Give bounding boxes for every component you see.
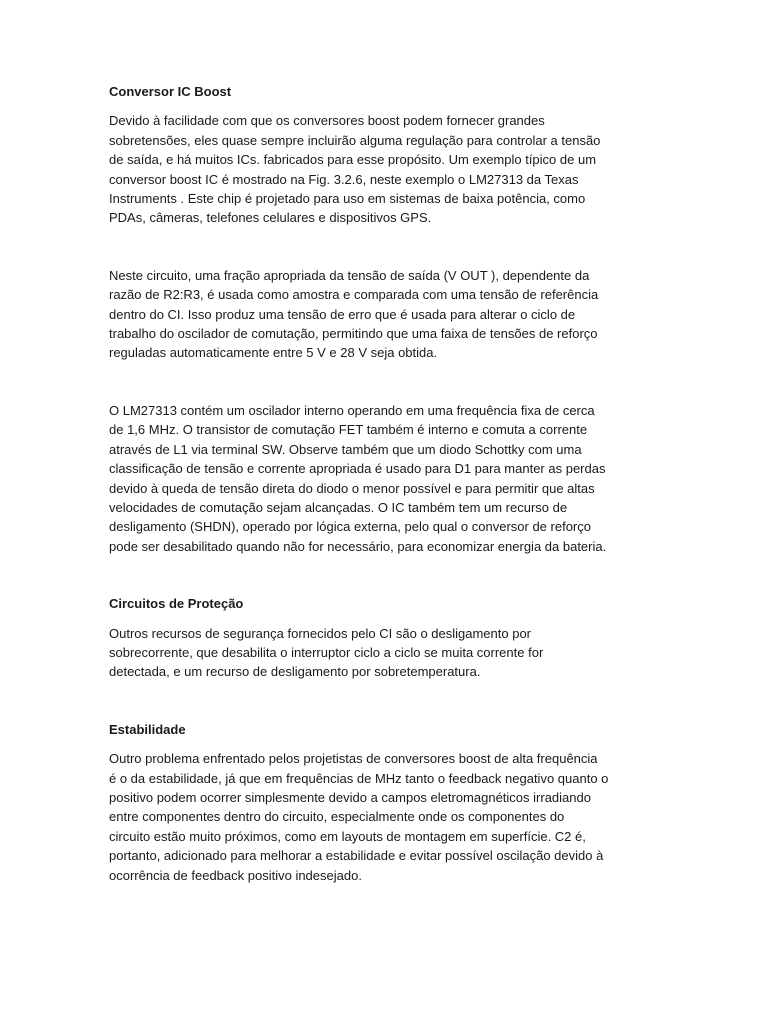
paragraph-spacer bbox=[109, 556, 669, 594]
document-page bbox=[109, 82, 669, 885]
paragraph-line: sobretensões, eles quase sempre incluirão alguma regulação para controlar a tensão bbox=[109, 132, 601, 148]
oscillator-paragraph bbox=[109, 401, 669, 556]
paragraph-line: reguladas automaticamente entre 5 V e 28 V seja obtida. bbox=[109, 345, 438, 361]
paragraph-line: pode ser desabilitado quando não for necessário, para economizar energia da bateria. bbox=[109, 538, 607, 554]
paragraph-spacer bbox=[109, 363, 669, 401]
paragraph-line: dentro do CI. Isso produz uma tensão de erro que é usada para alterar o ciclo de bbox=[109, 306, 576, 322]
paragraph-line: entre componentes dentro do circuito, especialmente onde os componentes do bbox=[109, 809, 565, 825]
circuit-paragraph bbox=[109, 266, 669, 363]
stability-paragraph bbox=[109, 749, 669, 885]
paragraph-line: positivo podem ocorrer simplesmente devido a campos eletromagnéticos irradiando bbox=[109, 789, 591, 805]
paragraph-line: O LM27313 contém um oscilador interno operando em uma frequência fixa de cerca bbox=[109, 402, 595, 418]
paragraph-line: Neste circuito, uma fração apropriada da tensão de saída (V OUT ), dependente da bbox=[109, 267, 590, 283]
paragraph-line: PDAs, câmeras, telefones celulares e dispositivos GPS. bbox=[109, 210, 432, 226]
paragraph-line: de saída, e há muitos ICs. fabricados para esse propósito. Um exemplo típico de um bbox=[109, 152, 597, 168]
paragraph-line: de 1,6 MHz. O transistor de comutação FET também é interno e comuta a corrente bbox=[109, 422, 588, 438]
paragraph-line: Outro problema enfrentado pelos projetistas de conversores boost de alta frequência bbox=[109, 751, 598, 767]
protection-heading: Circuitos de Proteção bbox=[109, 596, 244, 612]
paragraph-line: ocorrência de feedback positivo indesejado. bbox=[109, 867, 362, 883]
paragraph-line: é o da estabilidade, já que em frequências de MHz tanto o feedback negativo quanto o bbox=[109, 770, 609, 786]
paragraph-line: trabalho do oscilador de comutação, permitindo que uma faixa de tensões de reforço bbox=[109, 326, 598, 342]
paragraph-line: Instruments . Este chip é projetado para uso em sistemas de baixa potência, como bbox=[109, 191, 586, 207]
paragraph-spacer bbox=[109, 228, 669, 266]
paragraph-spacer bbox=[109, 682, 669, 720]
paragraph-line: através de L1 via terminal SW. Observe também que um diodo Schottky com uma bbox=[109, 441, 582, 457]
paragraph-line: Devido à facilidade com que os conversores boost podem fornecer grandes bbox=[109, 113, 545, 129]
paragraph-line: classificação de tensão e corrente apropriada é usado para D1 para manter as perdas bbox=[109, 461, 606, 477]
paragraph-line: circuito estão muito próximos, como em layouts de montagem em superfície. C2 é, bbox=[109, 828, 586, 844]
intro-paragraph bbox=[109, 111, 669, 227]
paragraph-line: sobrecorrente, que desabilita o interruptor ciclo a ciclo se muita corrente for bbox=[109, 644, 544, 660]
paragraph-line: devido à queda de tensão direta do diodo o menor possível e para permitir que altas bbox=[109, 480, 595, 496]
paragraph-line: razão de R2:R3, é usada como amostra e comparada com uma tensão de referência bbox=[109, 287, 599, 303]
stability-heading: Estabilidade bbox=[109, 721, 186, 737]
paragraph-line: Outros recursos de segurança fornecidos pelo CI são o desligamento por bbox=[109, 625, 532, 641]
paragraph-line: detectada, e um recurso de desligamento por sobretemperatura. bbox=[109, 664, 481, 680]
paragraph-line: conversor boost IC é mostrado na Fig. 3.2.6, neste exemplo o LM27313 da Texas bbox=[109, 171, 579, 187]
paragraph-line: portanto, adicionado para melhorar a estabilidade e evitar possível oscilação devido à bbox=[109, 848, 604, 864]
document-title: Conversor IC Boost bbox=[109, 84, 232, 99]
paragraph-line: velocidades de comutação sejam alcançadas. O IC também tem um recurso de bbox=[109, 499, 568, 515]
protection-paragraph bbox=[109, 624, 669, 682]
paragraph-line: desligamento (SHDN), operado por lógica externa, pelo qual o conversor de reforço bbox=[109, 519, 591, 535]
